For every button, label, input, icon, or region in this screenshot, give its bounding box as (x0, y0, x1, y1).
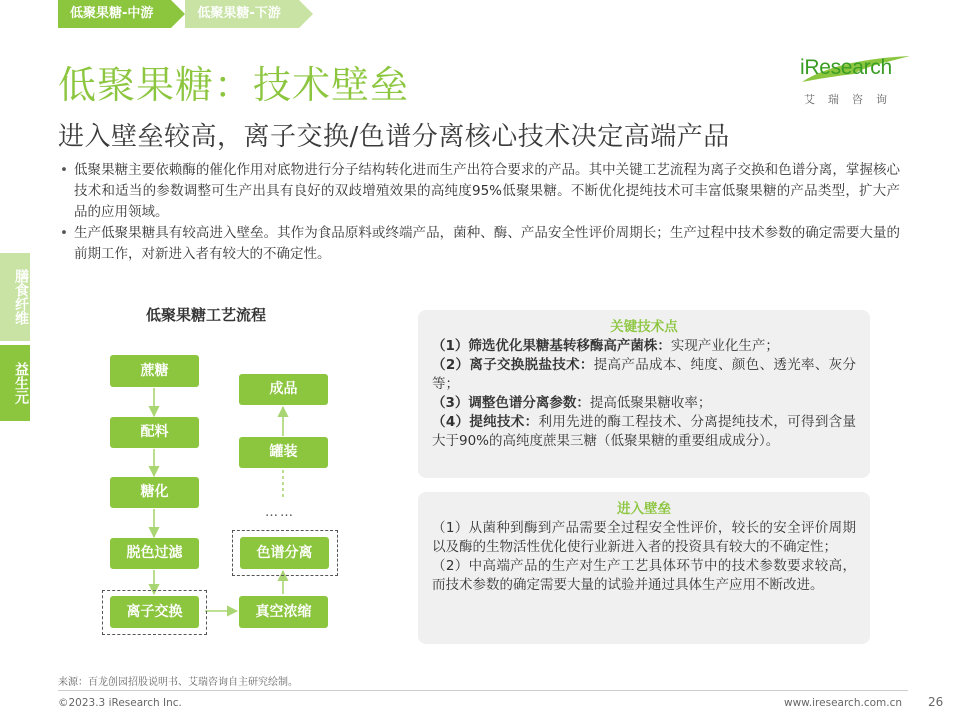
website-link[interactable]: www.iresearch.com.cn (784, 697, 903, 709)
key-tech-item-text: 实现产业化生产； (670, 338, 779, 354)
sidebar-item-prebiotics[interactable]: 益生元 (0, 345, 30, 421)
key-tech-item-text: 利用先进的酶工程技术、分离提纯技术，可得到含量大于90%的高纯度蔗果三糖（低聚果糖的重要组成成分）。 (432, 414, 856, 449)
page-subtitle: 进入壁垒较高，离子交换/色谱分离核心技术决定高端产品 (58, 122, 730, 152)
flow-step-ion-exchange: 离子交换 (110, 596, 199, 628)
flow-ellipsis: …… (265, 505, 295, 520)
barrier-item: （2）中高端产品的生产对生产工艺具体环节中的技术参数要求较高，而技术参数的确定需要大量的试验并通过具体生产应用不断改进。 (432, 558, 856, 593)
key-tech-item (432, 356, 856, 394)
key-tech-title: 关键技术点 (610, 319, 678, 335)
logo-subtitle: 艾瑞咨询 (804, 93, 900, 106)
iresearch-logo (796, 52, 914, 110)
tab-downstream[interactable]: 低聚果糖-下游 (185, 0, 298, 28)
key-tech-item-head: （4）提纯技术： (432, 414, 539, 430)
flow-title: 低聚果糖工艺流程 (146, 306, 267, 324)
flow-step-mixing: 配料 (110, 417, 199, 448)
flow-step-product: 成品 (239, 374, 328, 405)
bullet-item: • 低聚果糖主要依赖酶的催化作用对底物进行分子结构转化进而生产出符合要求的产品。其中关键工艺流程为离子交换和色谱分离，掌握核心技术和适当的参数调整可生产出具有良好的双歧增殖效果的高纯度95%低聚果糖。不断优化提纯技术可丰富低聚果糖的产品类型，扩大产品的应用领域。 (60, 160, 900, 223)
flow-step-canning: 罐装 (239, 437, 328, 468)
footer-divider (58, 690, 908, 691)
sidebar-item-dietary-fiber[interactable]: 膳食纤维 (0, 253, 30, 341)
page-title: 低聚果糖：技术壁垒 (58, 63, 410, 107)
barrier-item: （1）从菌种到酶到产品需要全过程安全性评价，较长的安全评价周期以及酶的生物活性优化使行业新进入者的投资具有较大的不确定性； (432, 520, 856, 555)
key-tech-item-text: 提高产品成本、纯度、颜色、透光率、灰分等； (432, 357, 856, 392)
flow-step-saccharify: 糖化 (110, 477, 199, 508)
section-tabs (58, 0, 313, 28)
key-tech-item-head: （1）筛选优化果糖基转移酶高产菌株： (432, 338, 671, 354)
tab-midstream[interactable]: 低聚果糖-中游 (58, 0, 171, 28)
key-tech-item (432, 394, 856, 413)
key-tech-panel (418, 310, 870, 478)
copyright: ©2023.3 iResearch Inc. (58, 697, 182, 709)
entry-barrier-title: 进入壁垒 (617, 501, 671, 517)
flow-step-vacuum-concentration: 真空浓缩 (239, 596, 328, 628)
sidebar (0, 253, 30, 421)
entry-barrier-list (432, 519, 856, 595)
key-tech-item (432, 337, 856, 356)
key-tech-item (432, 413, 856, 451)
source-note: 来源：百龙创园招股说明书、艾瑞咨询自主研究绘制。 (58, 677, 298, 688)
bullet-item: • 生产低聚果糖具有较高进入壁垒。其作为食品原料或终端产品，菌种、酶、产品安全性评价周期长；生产过程中技术参数的确定需要大量的前期工作，对新进入者有较大的不确定性。 (60, 223, 900, 265)
key-tech-item-head: （2）离子交换脱盐技术： (432, 357, 594, 373)
flow-step-chromatography: 色谱分离 (240, 537, 329, 569)
entry-barrier-panel (418, 492, 870, 644)
flow-step-sucrose: 蔗糖 (110, 355, 199, 387)
logo-wordmark: iResearch (800, 56, 892, 79)
page-number: 26 (928, 695, 944, 709)
flow-step-decolor: 脱色过滤 (110, 538, 199, 569)
key-tech-item-text: 提高低聚果糖收率； (589, 395, 712, 411)
summary-bullets (60, 160, 900, 265)
key-tech-list (432, 337, 856, 451)
key-tech-item-head: （3）调整色谱分离参数： (432, 395, 590, 411)
